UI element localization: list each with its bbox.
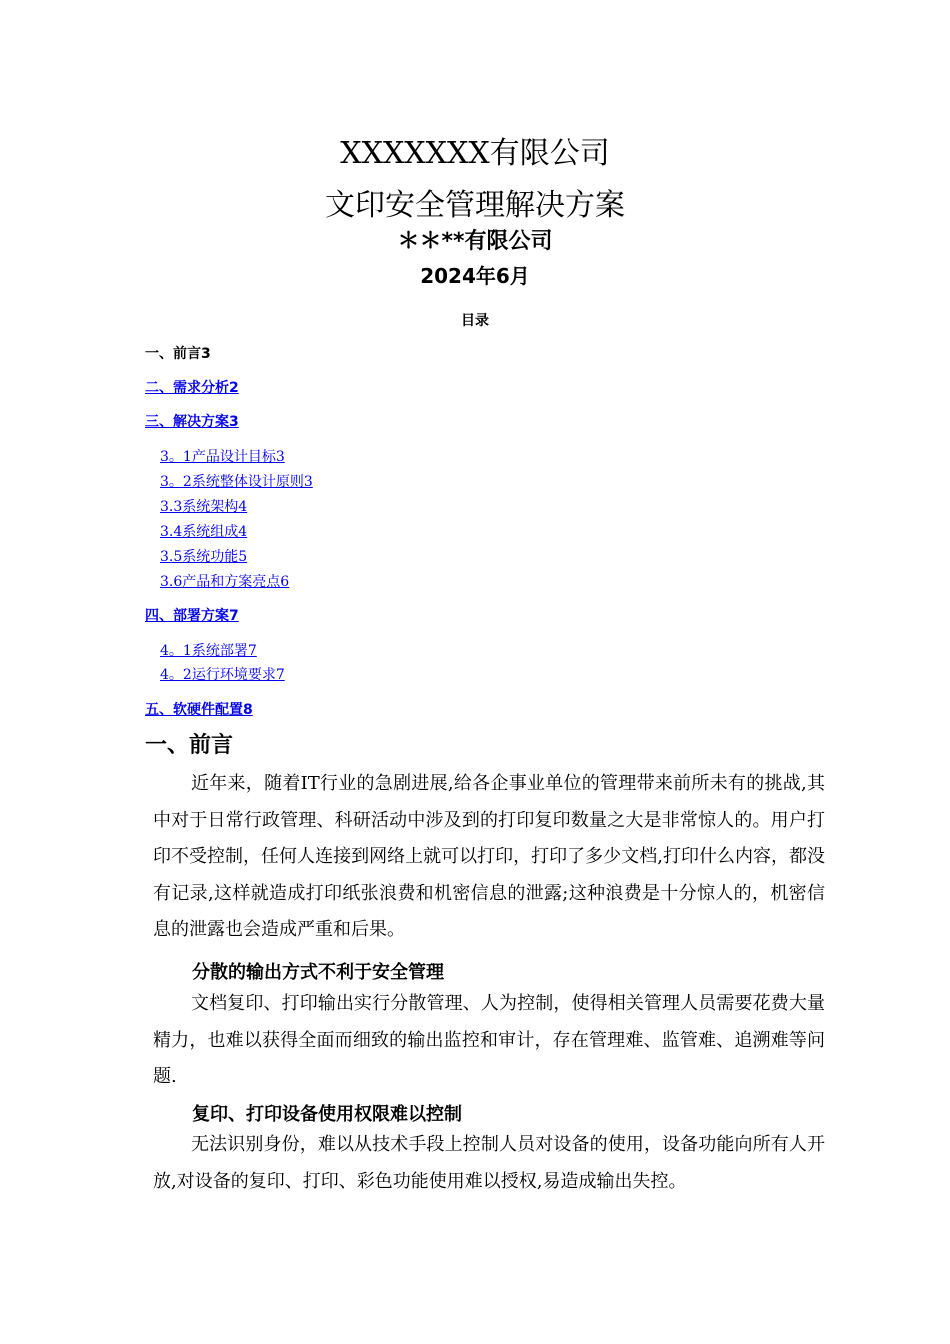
toc-link[interactable]: 三、解决方案3 [145,414,239,430]
toc-link[interactable]: 二、需求分析2 [145,380,239,396]
toc-link[interactable]: 3。1产品设计目标3 [160,449,285,465]
subheading-device-permission: 复印、打印设备使用权限难以控制 [192,1104,462,1125]
toc-item-3-3[interactable] [160,496,247,516]
document-title-company: XXXXXXX有限公司 [340,136,610,171]
toc-item-3-2[interactable] [160,471,313,491]
toc-link[interactable]: 4。1系统部署7 [160,643,257,659]
paragraph-intro: 近年来，随着IT行业的急剧进展,给各企事业单位的管理带来前所未有的挑战,其中对于日常行政管理、科研活动中涉及到的打印复印数量之大是非常惊人的。用户打印不受控制，任何人连接到网络上就可以打印，打印了多少文档,打印什么内容，都没有记录,这样就造成打印纸张浪费和机密信息的泄露;这种浪费是十分惊人的，机密信息的泄露也会造成严重和后果。 [153,773,825,940]
toc-item-requirements[interactable] [145,377,239,397]
toc-item-hardware[interactable] [145,699,253,719]
document-date: 2024年6月 [420,264,530,288]
toc-item-4-2[interactable] [160,664,285,684]
toc-item-3-1[interactable] [160,446,285,466]
section-heading-preface: 一、前言 [145,733,234,758]
toc-item-3-4[interactable] [160,521,247,541]
toc-heading: 目录 [461,313,489,329]
toc-item-4-1[interactable] [160,640,257,660]
toc-link[interactable]: 四、部署方案7 [145,608,239,624]
paragraph-dispersed-output: 文档复印、打印输出实行分散管理、人为控制，使得相关管理人员需要花费大量精力，也难以获得全面而细致的输出监控和审计，存在管理难、监管难、追溯难等问题. [153,993,825,1087]
document-title: 文印安全管理解决方案 [325,188,625,223]
toc-item-label: 一、前言3 [145,346,211,362]
toc-item-solution[interactable] [145,411,239,431]
toc-link[interactable]: 3。2系统整体设计原则3 [160,474,313,490]
toc-link[interactable]: 3.5系统功能5 [160,549,248,565]
document-author-company: ＊＊**有限公司 [397,229,553,254]
toc-link[interactable]: 3.6产品和方案亮点6 [160,574,290,590]
paragraph-device-permission: 无法识别身份，难以从技术手段上控制人员对设备的使用，设备功能向所有人开放,对设备的复印、打印、彩色功能使用难以授权,易造成输出失控。 [153,1134,825,1192]
toc-item-deployment[interactable] [145,605,239,625]
toc-item-preface [145,343,211,363]
toc-item-3-5[interactable] [160,546,247,566]
toc-link[interactable]: 3.4系统组成4 [160,524,248,540]
subheading-dispersed-output: 分散的输出方式不利于安全管理 [192,962,444,983]
toc-link[interactable]: 五、软硬件配置8 [145,702,253,718]
toc-link[interactable]: 4。2运行环境要求7 [160,667,285,683]
toc-item-3-6[interactable] [160,571,289,591]
toc-link[interactable]: 3.3系统架构4 [160,499,248,515]
